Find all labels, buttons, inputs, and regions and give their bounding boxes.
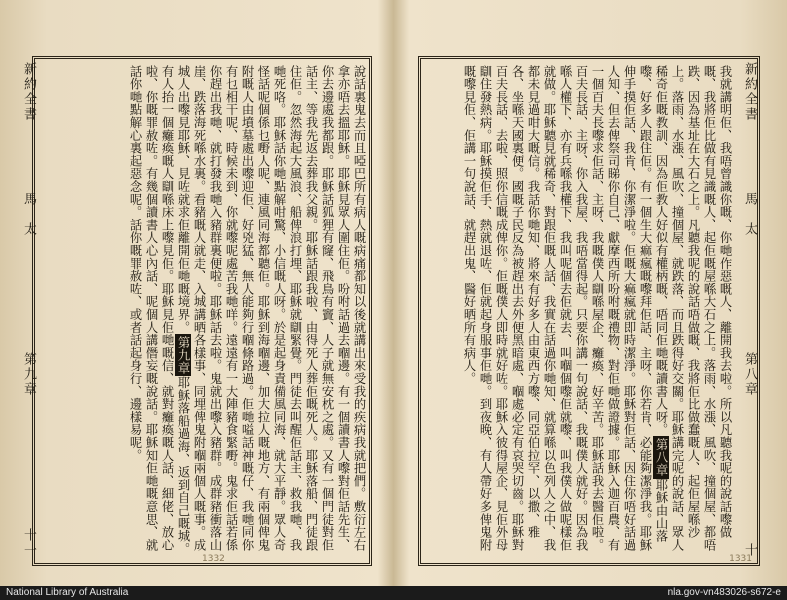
text-frame <box>32 56 372 566</box>
book-name: 馬 太 <box>21 192 36 237</box>
book-title: 新約全書 <box>742 62 757 122</box>
page-number: 十一 <box>21 528 36 558</box>
section-marker: 第八章 <box>654 438 668 477</box>
call-number: 1332 <box>202 554 225 564</box>
body-text <box>61 65 367 559</box>
paragraph: 我就講明佢、我唔曾識你嘅、你哋作惡嘅人、離開我去啦。所以凡聽我呢的說話嚟做嘅、我將佢比做有見識嘅人、起佢嘅屋喺大石之上。落雨、水漲、風吹、撞個屋、都唔跌、因為基址在大石之上。凡聽我呢的說話唔做嘅、我將佢比做蠢嘅人、起佢屋喺沙上。落雨、水漲、風吹、撞個屋、就跌落、而且跌得好交關。耶穌講完呢的說話、眾人稀奇佢嘅教訓、因為佢教人好似有權柄嘅、唔同佢哋嘅讀書人呀。 <box>654 65 732 552</box>
footer-bar <box>0 586 787 600</box>
chapter-label: 第八章 <box>742 352 757 397</box>
left-page <box>22 18 386 568</box>
paragraph: 耶穌落船過海、返到自己嘅城。有人抬一個癱瘓嘅人瞓喺床上嚟見佢。耶穌見佢哋嘅信、就對癱瘓嘅人話、細佬、放心啦、你嘅罪赦咗。有幾個讀書人心內話、呢個人講僭妄嘅說話。耶穌知佢哋嘅意思、就話你哋點解心裏起惡念呢。話你嘅罪赦咗、或者話起身行、邊樣易呢。 <box>128 65 190 556</box>
section-marker: 第九章 <box>176 335 190 375</box>
call-number: 1331 <box>729 554 752 564</box>
text-frame <box>418 56 760 566</box>
paragraph: 耶穌由山落嚟、好多人跟住佢。有一個生大痲瘋嘅嚟拜佢話、主呀、你若肯、必能夠潔淨我。耶穌伸手摸佢話、我肯、你潔淨啦。佢嘅大痲瘋就即時潔淨。耶穌對佢話、因住你唔好話過人知、但去俾祭司睇你自己、獻摩西所吩咐嘅禮物、對佢哋做證據。耶穌入迦百農、有一個百夫長嚟求佢話、主呀、我嘅僕人瞓喺屋企、癱瘓、好辛苦。耶穌話我去醫佢啦。百夫長話、主呀、你入我屋、我唔當得起。只要你講一句說話、我嘅僕人就好。因為我喺人權下、亦有兵喺我權下、我叫呢個去佢就去、叫嗰個嚟佢就嚟、叫我僕人做呢樣佢就做。耶穌聽見就稀奇、對跟佢嘅人話、我實在話過你哋知、就算喺以色列人之中、我都未見過咁大嘅信。我話你哋知、將來有好多人由東西方嚟、同亞伯拉罕、以撒、雅各、坐喺天國裏便。國嘅子民反為被趕出去外便黑暗處、嗰處必定有哀哭切齒。耶穌對百夫長話、去啦、照你信嘅成俾你。佢嘅僕人即時就好咗。耶穌入彼得屋企、見佢外母瞓住發熱病。耶穌摸佢手、熱就退咗、佢就起身服事佢哋。到夜晚、有人帶好多俾鬼附嘅嚟見佢、佢講一句說話、就趕出鬼、醫好晒所有病人。 <box>462 65 668 552</box>
page-number: 十 <box>742 543 757 558</box>
library-credit: National Library of Australia <box>6 587 129 598</box>
paragraph: 說話裏鬼去而且啞巴所有病人嘅病痛都知以後就講出來受我的疾病我就把們。敷衍左右拿亦唔去搵耶穌。耶穌見眾人圍住佢。吩咐話過去嗰邊。有一個讀書人嚟對佢話先生、你去邊處我都跟。耶穌話狐狸有窿、飛鳥有竇、人子就無安枕之處。又有一個門徒對佢話主、等我先返去葬我父親。耶穌話跟我啦、由得死人葬佢嘅死人。耶穌落船、門徒跟住佢。忽然海起大風浪、船俾浪打埋、耶穌就瞓緊覺。門徒去叫醒佢話主、救我哋、我哋死咯。耶穌話你哋點解咁驚、小信嘅人呀。於是起身責備風同海、就大平靜。眾人奇怪話呢個係乜嘢人呢、連風同海都聽佢。耶穌到海嗰邊、加大拉人嘅地方、有兩個俾鬼附嘅人由墳墓處出嚟迎佢、好兇猛、無人能夠行嗰條路過。佢哋嗌話神嘅仔、我哋同你有乜相干呢、時候未到、你就嚟呢處苦我哋咩。遠遠有一大陣豬食緊嘢。鬼求佢話若係你趕出我哋、就打發我哋入豬群裏便啦。耶穌話去啦。鬼就出嚟入豬群。成群豬衝落山崖、跌落海死喺水裏。看豬嘅人就走、入城講晒各樣事、同埋俾鬼附嗰兩個人嘅事。成城人出嚟見耶穌、見咗就求佢離開佢哋嘅境界。 <box>176 65 366 552</box>
book-name: 馬 太 <box>742 192 757 237</box>
item-identifier: nla.gov-vn483026-s672-e <box>667 587 781 598</box>
body-text <box>427 65 733 559</box>
right-page <box>400 18 766 568</box>
chapter-label: 第九章 <box>21 352 36 397</box>
book-title: 新約全書 <box>21 62 36 122</box>
